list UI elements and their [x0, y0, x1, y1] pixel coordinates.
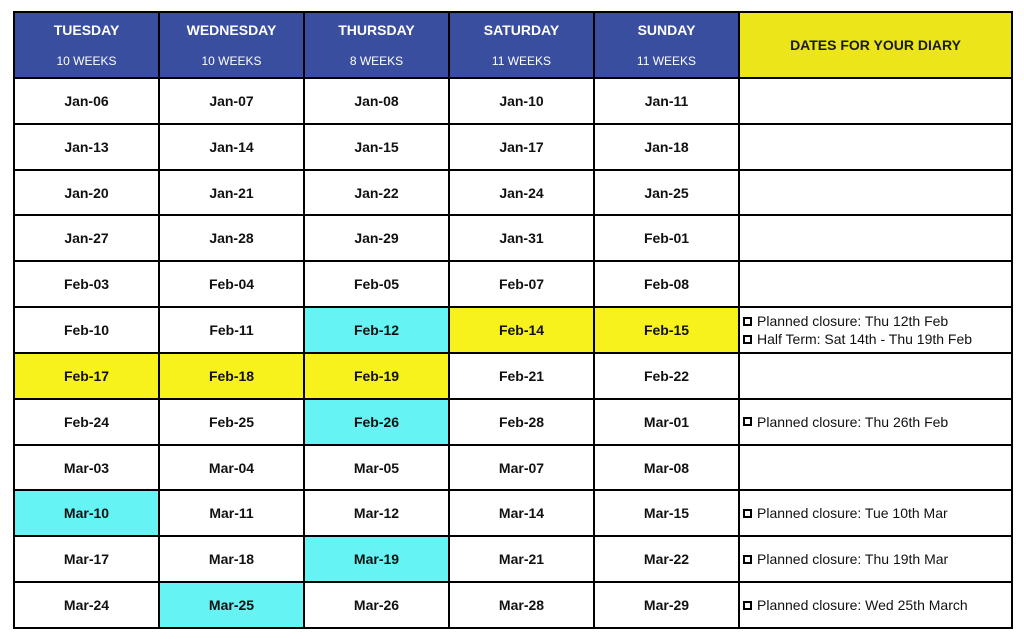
date-cell-wednesday: Feb-04 — [159, 261, 304, 307]
date-cell-tuesday: Feb-03 — [14, 261, 159, 307]
square-bullet-icon — [743, 335, 752, 344]
date-cell-saturday: Feb-07 — [449, 261, 594, 307]
date-cell-tuesday: Feb-10 — [14, 307, 159, 353]
diary-cell — [739, 215, 1012, 261]
date-cell-thursday: Jan-15 — [304, 124, 449, 170]
header-sunday — [594, 12, 739, 78]
schedule-header — [14, 12, 1012, 78]
date-cell-wednesday: Jan-14 — [159, 124, 304, 170]
date-cell-sunday: Feb-22 — [594, 353, 739, 399]
date-cell-wednesday: Mar-11 — [159, 490, 304, 536]
date-cell-wednesday: Jan-21 — [159, 170, 304, 216]
header-sunday-weeks: 11 WEEKS — [636, 54, 697, 68]
date-cell-sunday: Jan-18 — [594, 124, 739, 170]
table-row — [14, 445, 1012, 491]
date-cell-sunday: Feb-01 — [594, 215, 739, 261]
date-cell-thursday: Mar-26 — [304, 582, 449, 628]
diary-cell — [739, 490, 1012, 536]
header-wednesday-weeks: 10 WEEKS — [201, 54, 262, 68]
date-cell-wednesday: Jan-28 — [159, 215, 304, 261]
diary-cell — [739, 261, 1012, 307]
schedule-body — [14, 78, 1012, 628]
date-cell-thursday: Jan-29 — [304, 215, 449, 261]
date-cell-sunday: Mar-08 — [594, 445, 739, 491]
date-cell-tuesday: Mar-03 — [14, 445, 159, 491]
diary-note — [743, 330, 1011, 348]
square-bullet-icon — [743, 509, 752, 518]
date-cell-tuesday: Mar-24 — [14, 582, 159, 628]
date-cell-saturday: Jan-31 — [449, 215, 594, 261]
date-cell-thursday-closure: Mar-19 — [304, 536, 449, 582]
date-cell-wednesday-closure: Mar-25 — [159, 582, 304, 628]
diary-cell — [739, 582, 1012, 628]
diary-note-text: Planned closure: Thu 12th Feb — [757, 313, 949, 330]
date-cell-saturday: Mar-14 — [449, 490, 594, 536]
table-row — [14, 261, 1012, 307]
square-bullet-icon — [743, 555, 752, 564]
date-cell-tuesday-closure: Mar-10 — [14, 490, 159, 536]
date-cell-thursday-half-term: Feb-19 — [304, 353, 449, 399]
square-bullet-icon — [743, 317, 752, 326]
date-cell-sunday: Mar-01 — [594, 399, 739, 445]
diary-note — [743, 413, 1011, 431]
table-row — [14, 399, 1012, 445]
date-cell-sunday: Mar-29 — [594, 582, 739, 628]
date-cell-tuesday: Jan-13 — [14, 124, 159, 170]
date-cell-wednesday-half-term: Feb-18 — [159, 353, 304, 399]
date-cell-sunday: Mar-15 — [594, 490, 739, 536]
header-tuesday-weeks: 10 WEEKS — [56, 54, 117, 68]
date-cell-saturday: Feb-21 — [449, 353, 594, 399]
date-cell-thursday-closure: Feb-12 — [304, 307, 449, 353]
date-cell-wednesday: Feb-11 — [159, 307, 304, 353]
diary-cell — [739, 307, 1012, 353]
date-cell-tuesday-half-term: Feb-17 — [14, 353, 159, 399]
date-cell-thursday: Mar-12 — [304, 490, 449, 536]
diary-cell — [739, 78, 1012, 124]
date-cell-saturday: Mar-21 — [449, 536, 594, 582]
date-cell-sunday: Mar-22 — [594, 536, 739, 582]
diary-note — [743, 312, 1011, 330]
diary-note — [743, 596, 1011, 614]
header-saturday-day: SATURDAY — [483, 22, 560, 38]
header-saturday-weeks: 11 WEEKS — [491, 54, 552, 68]
header-wednesday — [159, 12, 304, 78]
date-cell-sunday: Jan-25 — [594, 170, 739, 216]
date-cell-saturday: Mar-28 — [449, 582, 594, 628]
square-bullet-icon — [743, 417, 752, 426]
date-cell-saturday: Jan-17 — [449, 124, 594, 170]
diary-cell — [739, 170, 1012, 216]
diary-cell — [739, 536, 1012, 582]
square-bullet-icon — [743, 601, 752, 610]
table-row — [14, 307, 1012, 353]
table-row — [14, 490, 1012, 536]
diary-cell — [739, 399, 1012, 445]
class-schedule-table — [13, 11, 1013, 629]
date-cell-thursday: Mar-05 — [304, 445, 449, 491]
table-row — [14, 536, 1012, 582]
date-cell-sunday: Feb-08 — [594, 261, 739, 307]
header-sunday-day: SUNDAY — [637, 22, 696, 38]
date-cell-tuesday: Jan-27 — [14, 215, 159, 261]
header-thursday — [304, 12, 449, 78]
date-cell-saturday: Feb-28 — [449, 399, 594, 445]
header-wednesday-day: WEDNESDAY — [186, 22, 277, 38]
date-cell-sunday-half-term: Feb-15 — [594, 307, 739, 353]
date-cell-saturday: Jan-10 — [449, 78, 594, 124]
table-row — [14, 353, 1012, 399]
header-tuesday — [14, 12, 159, 78]
header-thursday-weeks: 8 WEEKS — [349, 54, 404, 68]
diary-note-text: Planned closure: Tue 10th Mar — [757, 505, 948, 522]
table-row — [14, 582, 1012, 628]
date-cell-wednesday: Feb-25 — [159, 399, 304, 445]
header-diary: DATES FOR YOUR DIARY — [739, 12, 1012, 78]
diary-cell — [739, 445, 1012, 491]
date-cell-thursday: Jan-22 — [304, 170, 449, 216]
date-cell-sunday: Jan-11 — [594, 78, 739, 124]
table-row — [14, 78, 1012, 124]
date-cell-thursday: Jan-08 — [304, 78, 449, 124]
diary-cell — [739, 124, 1012, 170]
date-cell-tuesday: Mar-17 — [14, 536, 159, 582]
diary-note-text: Planned closure: Thu 19th Mar — [757, 551, 949, 568]
header-saturday — [449, 12, 594, 78]
date-cell-saturday: Jan-24 — [449, 170, 594, 216]
date-cell-thursday: Feb-05 — [304, 261, 449, 307]
table-row — [14, 215, 1012, 261]
date-cell-saturday-half-term: Feb-14 — [449, 307, 594, 353]
diary-note-text: Planned closure: Wed 25th March — [757, 597, 968, 614]
date-cell-tuesday: Feb-24 — [14, 399, 159, 445]
header-thursday-day: THURSDAY — [338, 22, 415, 38]
date-cell-tuesday: Jan-20 — [14, 170, 159, 216]
date-cell-wednesday: Mar-04 — [159, 445, 304, 491]
header-row — [14, 12, 1012, 78]
table-row — [14, 170, 1012, 216]
diary-note — [743, 504, 1011, 522]
date-cell-thursday-closure: Feb-26 — [304, 399, 449, 445]
table-row — [14, 124, 1012, 170]
diary-note-text: Half Term: Sat 14th - Thu 19th Feb — [757, 331, 973, 348]
header-tuesday-day: TUESDAY — [53, 22, 120, 38]
date-cell-wednesday: Mar-18 — [159, 536, 304, 582]
diary-note — [743, 550, 1011, 568]
date-cell-tuesday: Jan-06 — [14, 78, 159, 124]
diary-note-text: Planned closure: Thu 26th Feb — [757, 413, 949, 430]
date-cell-saturday: Mar-07 — [449, 445, 594, 491]
date-cell-wednesday: Jan-07 — [159, 78, 304, 124]
diary-cell — [739, 353, 1012, 399]
